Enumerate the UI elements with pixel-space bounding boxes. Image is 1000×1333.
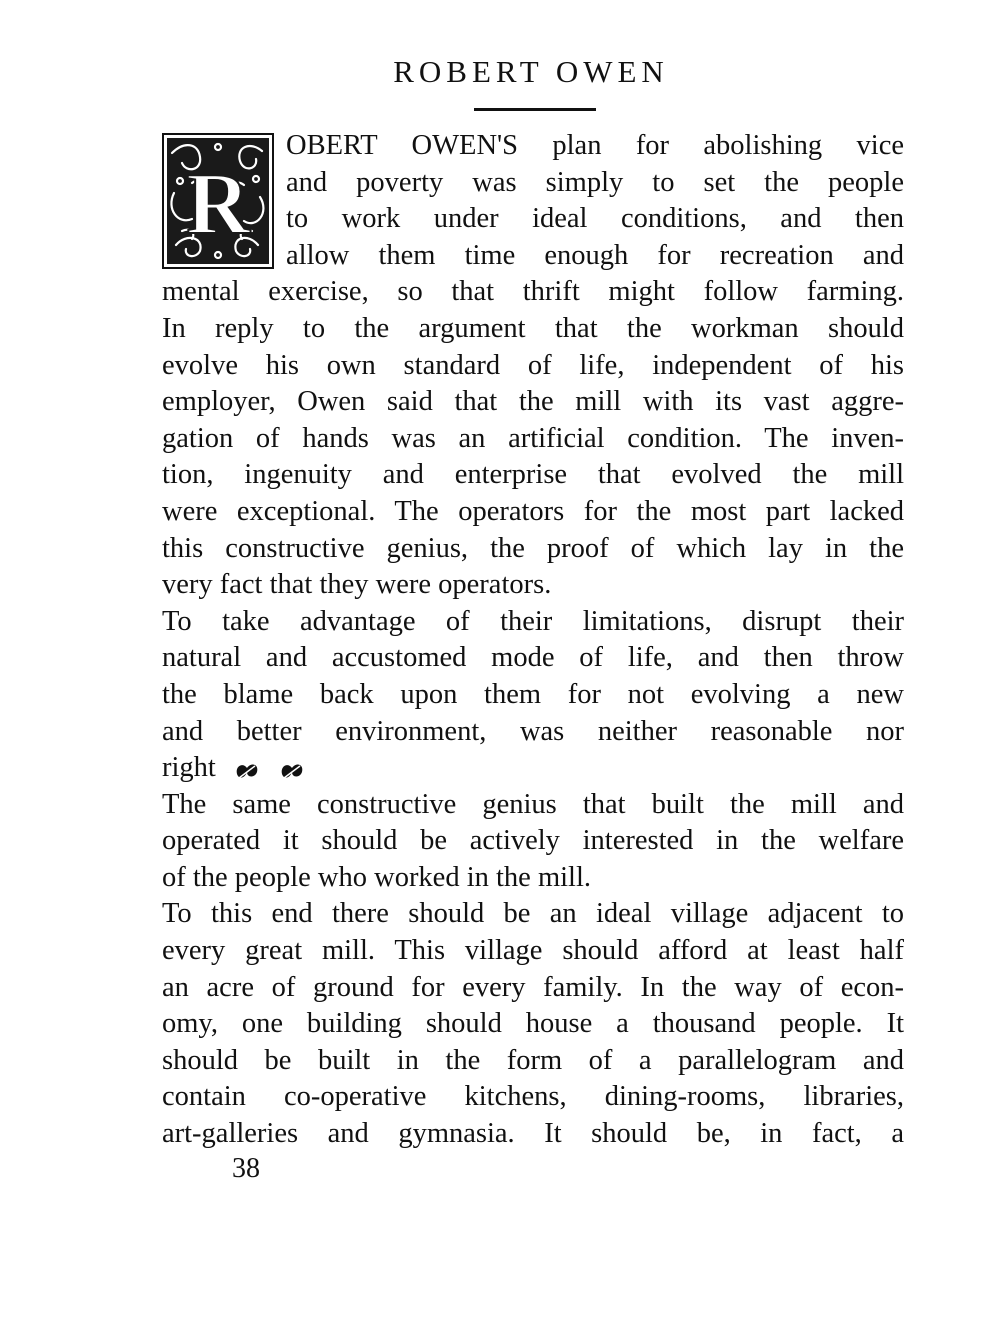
text-line: gation of hands was an artificial condition. The inven-: [162, 422, 904, 454]
text-line: the blame back upon them for not evolving a new: [162, 678, 904, 710]
text-line-with-ornament: [162, 750, 904, 787]
fleuron-icon: [233, 758, 261, 782]
running-head: ROBERT OWEN: [393, 54, 669, 89]
ornamental-initial-r: [162, 133, 274, 269]
text-line: were exceptional. The operators for the most part lacked: [162, 495, 904, 527]
text-line: contain co-operative kitchens, dining-rooms, libraries,: [162, 1081, 904, 1113]
text-line: employer, Owen said that the mill with its vast aggre-: [162, 386, 904, 418]
drop-cap-letter: R: [186, 156, 250, 253]
text-line: evolve his own standard of life, independent of his: [162, 349, 904, 381]
text-line: To take advantage of their limitations, disrupt their: [162, 605, 904, 637]
text-line: mental exercise, so that thrift might follow farming.: [162, 276, 904, 308]
paragraph-2: [162, 604, 904, 787]
fleuron-icon: [278, 758, 306, 782]
text-line: allow them time enough for recreation and: [286, 239, 904, 271]
text-line: operated it should be actively interested in the welfare: [162, 825, 904, 857]
text-line: to work under ideal conditions, and then: [286, 203, 904, 235]
head-rule: [474, 108, 596, 111]
text-line: this constructive genius, the proof of which lay in the: [162, 532, 904, 564]
text-line: art-galleries and gymnasia. It should be, in fact, a: [162, 1118, 904, 1150]
text-block: [162, 128, 904, 1153]
text-line: In reply to the argument that the workman should: [162, 312, 904, 344]
text-line: of the people who worked in the mill.: [162, 861, 591, 893]
text-line: and poverty was simply to set the people: [286, 166, 904, 198]
page-number: 38: [232, 1153, 260, 1184]
paragraph-3: [162, 787, 904, 897]
paragraph-4: [162, 896, 904, 1152]
text-line: To this end there should be an ideal village adjacent to: [162, 898, 904, 930]
text-line: every great mill. This village should afford at least half: [162, 935, 904, 967]
drop-cap: [162, 133, 274, 269]
text-line: right: [162, 752, 216, 784]
text-line: should be built in the form of a parallelogram and: [162, 1044, 904, 1076]
text-line: omy, one building should house a thousand people. It: [162, 1008, 904, 1040]
text-line: The same constructive genius that built the mill and: [162, 788, 904, 820]
text-line: and better environment, was neither reasonable nor: [162, 715, 904, 747]
text-line: OBERT OWEN'S plan for abolishing vice: [286, 130, 904, 161]
text-line: an acre of ground for every family. In the way of econ-: [162, 971, 904, 1003]
text-line: tion, ingenuity and enterprise that evolved the mill: [162, 459, 904, 491]
text-line: natural and accustomed mode of life, and then throw: [162, 642, 904, 674]
text-line: very fact that they were operators.: [162, 569, 552, 601]
